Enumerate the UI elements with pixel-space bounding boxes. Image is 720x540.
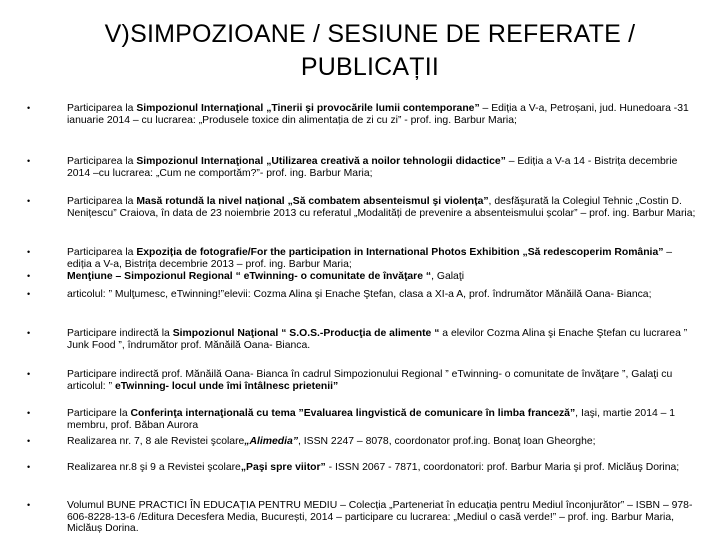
text-run: Participarea la — [67, 196, 137, 207]
bullet-icon: • — [27, 328, 31, 338]
list-item-text — [67, 408, 697, 431]
text-run: Masă rotundă la nivel național „Să combatem absenteismul şi violența” — [136, 196, 489, 207]
text-run: Expoziția de fotografie/For the participation in International Photos Exhibition „Să redescoperim România” — [136, 247, 664, 258]
bullet-icon: • — [27, 103, 31, 113]
bullet-icon: • — [27, 369, 31, 379]
list-item-text — [67, 156, 697, 179]
text-run: Participare indirectă la — [67, 328, 173, 339]
text-run: , ISSN 2247 – 8078, coordonator prof.ing. Bonaţ Ioan Gheorghe; — [298, 436, 596, 447]
text-run: , desfăşurată la Colegiul Tehnic „Costin D. Nenițescu” Craiova, în data de 23 noiembrie 2013 cu referatul „Modalități de prevenire a absenteismului școlar” – prof. ing. Barbur Maria; — [67, 196, 696, 219]
bullet-icon: • — [27, 247, 31, 257]
list-item-text — [67, 271, 697, 283]
list-item-text — [67, 436, 697, 448]
list-item-text — [67, 462, 697, 474]
text-run: Participare indirectă prof. Mănăilă Oana- Bianca în cadrul Simpozionului Regional ” eTwinning- o comunitate de învăţare ”, Galaţi cu articolul: ” — [67, 369, 673, 392]
title-line-2: PUBLICAȚII — [300, 53, 440, 81]
text-run: – ediția a V-a, Bistrița decembrie 2013 – prof. ing. Barbur Maria; — [67, 247, 673, 270]
text-run: Menţiune – Simpozionul Regional “ eTwinning- o comunitate de învăţare “ — [67, 271, 432, 282]
text-run: Realizarea nr.8 şi 9 a Revistei şcolare — [67, 462, 241, 473]
text-run: „Alimedia” — [244, 436, 299, 447]
text-run: – Ediția a V-a, Petroșani, jud. Hunedoara -31 ianuarie 2014 – cu lucrarea: „Produsele toxice din alimentația de zi cu zi” - prof. ing. Barbur Maria; — [67, 103, 689, 126]
bullet-icon: • — [27, 196, 31, 206]
title-line-1: V)SIMPOZIOANE / SESIUNE DE REFERATE / — [104, 20, 636, 48]
list-item-text — [67, 289, 697, 301]
text-run: Participarea la — [67, 103, 137, 114]
text-run: , Galaţi — [431, 271, 465, 282]
text-run: Participare la — [67, 408, 131, 419]
bullet-icon: • — [27, 436, 31, 446]
text-run: Participarea la — [67, 156, 137, 167]
text-run: - ISSN 2067 - 7871, coordonatori: prof. Barbur Maria şi prof. Miclăuş Dorina; — [325, 462, 680, 473]
text-run: Volumul BUNE PRACTICI ÎN EDUCAȚIA PENTRU MEDIU – Colecția „Parteneriat în educația pentru Mediul înconjurător” – ISBN – 978-606-8228-13-6 /Editura Decesfera Media, București, 2014 – participare cu lucrarea: „Mediul o casă verde!” – prof. ing. Barbur Maria, Miclăuș Dorina. — [67, 500, 693, 535]
list-item-text — [67, 328, 697, 351]
text-run: , Iaşi, martie 2014 – 1 membru, prof. Băban Aurora — [67, 408, 676, 431]
bullet-icon: • — [27, 271, 31, 281]
bullet-icon: • — [27, 462, 31, 472]
text-run: a elevilor Cozma Alina şi Enache Ştefan cu lucrarea ” Junk Food ”, îndrumător prof. Mănăilă Oana- Bianca. — [67, 328, 688, 351]
bullet-icon: • — [27, 408, 31, 418]
bullet-icon: • — [27, 156, 31, 166]
text-run: articolul: ” Mulţumesc, eTwinning!”elevii: Cozma Alina şi Enache Ştefan, clasa a XI-a A, prof. îndrumător Mănăilă Oana- Bianca; — [67, 289, 652, 300]
list-item-text — [67, 103, 697, 126]
text-run: – Ediția a V-a 14 - Bistrița decembrie 2014 –cu lucrarea: „Cum ne comportăm?”- prof. ing. Barbur Maria; — [67, 156, 678, 179]
list-item-text — [67, 369, 697, 392]
list-item-text — [67, 247, 697, 270]
text-run: eTwinning- locul unde îmi întâlnesc prietenii” — [114, 380, 339, 392]
text-run: Participarea la — [67, 247, 137, 258]
text-run: Simpozionul Internaţional „Tinerii şi provocările lumii contemporane” — [136, 103, 480, 114]
text-run: Simpozionul Internaţional „Utilizarea creativă a noilor tehnologii didactice” — [136, 156, 506, 167]
text-run: Conferinţa internaţională cu tema ”Evaluarea lingvistică de comunicare în limba franceză” — [130, 408, 576, 419]
bullet-icon: • — [27, 500, 31, 510]
text-run: Realizarea nr. 7, 8 ale Revistei şcolare — [67, 436, 245, 447]
list-item-text — [67, 196, 697, 219]
text-run: „Paşi spre viitor” — [240, 462, 326, 473]
bullet-icon: • — [27, 289, 31, 299]
list-item-text — [67, 500, 697, 535]
text-run: Simpozionul Naţional “ S.O.S.-Producţia de alimente “ — [172, 328, 440, 339]
